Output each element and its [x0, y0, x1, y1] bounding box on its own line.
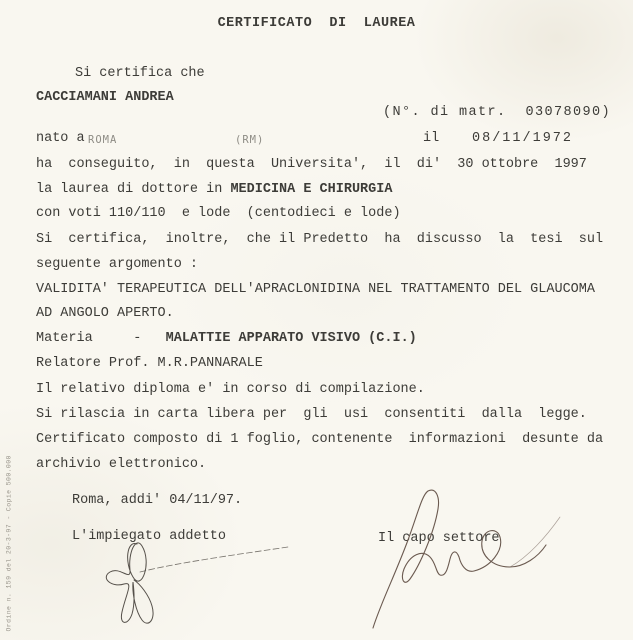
- birth-date: 08/11/1972: [472, 131, 574, 146]
- certificate-title: CERTIFICATO DI LAUREA: [217, 16, 416, 31]
- print-order-edge-note: Ordine n. 159 del 20-3-97 - Copie 500.000: [5, 455, 13, 632]
- tesi-intro-line-2: seguente argomento :: [36, 257, 199, 272]
- diploma-line: Il relativo diploma e' in corso di compilazione.: [36, 382, 425, 397]
- intro-line: Si certifica che: [75, 66, 205, 81]
- rilascia-line: Si rilascia in carta libera per gli usi consentiti dalla legge.: [36, 407, 587, 422]
- degree-name: MEDICINA E CHIRURGIA: [230, 182, 393, 197]
- materia-label: Materia -: [36, 331, 166, 346]
- right-signature-label: Il capo settore: [378, 531, 500, 546]
- voti-line: con voti 110/110 e lode (centodieci e lode): [36, 206, 401, 221]
- birth-il-label: il: [423, 131, 440, 146]
- place-date-line: Roma, addi' 04/11/97.: [72, 493, 243, 508]
- matricola-number: (N°. di matr. 03078090): [383, 105, 612, 120]
- birth-pre-label: nato a: [36, 131, 85, 146]
- student-name: CACCIAMANI ANDREA: [36, 90, 174, 105]
- composto-line-2: archivio elettronico.: [36, 457, 207, 472]
- conseguito-line: ha conseguito, in questa Universita', il di' 30 ottobre 1997: [36, 157, 587, 172]
- materia-value: MALATTIE APPARATO VISIVO (C.I.): [165, 331, 417, 346]
- birth-province: (RM): [235, 134, 265, 146]
- relatore-line: Relatore Prof. M.R.PANNARALE: [36, 356, 263, 371]
- tesi-title-line-1: VALIDITA' TERAPEUTICA DELL'APRACLONIDINA NEL TRATTAMENTO DEL GLAUCOMA: [36, 282, 595, 297]
- signature-left: [90, 532, 300, 640]
- left-signature-label: L'impiegato addetto: [72, 529, 226, 544]
- laurea-line: [36, 182, 392, 197]
- composto-line-1: Certificato composto di 1 foglio, contenente informazioni desunte da: [36, 432, 604, 447]
- laurea-pre-text: la laurea di dottore in: [36, 182, 231, 197]
- tesi-intro-line-1: Si certifica, inoltre, che il Predetto ha discusso la tesi sul: [36, 232, 604, 247]
- tesi-title-line-2: AD ANGOLO APERTO.: [36, 306, 174, 321]
- materia-line: [36, 331, 417, 346]
- birth-city: ROMA: [88, 134, 118, 146]
- signature-right: [360, 455, 575, 640]
